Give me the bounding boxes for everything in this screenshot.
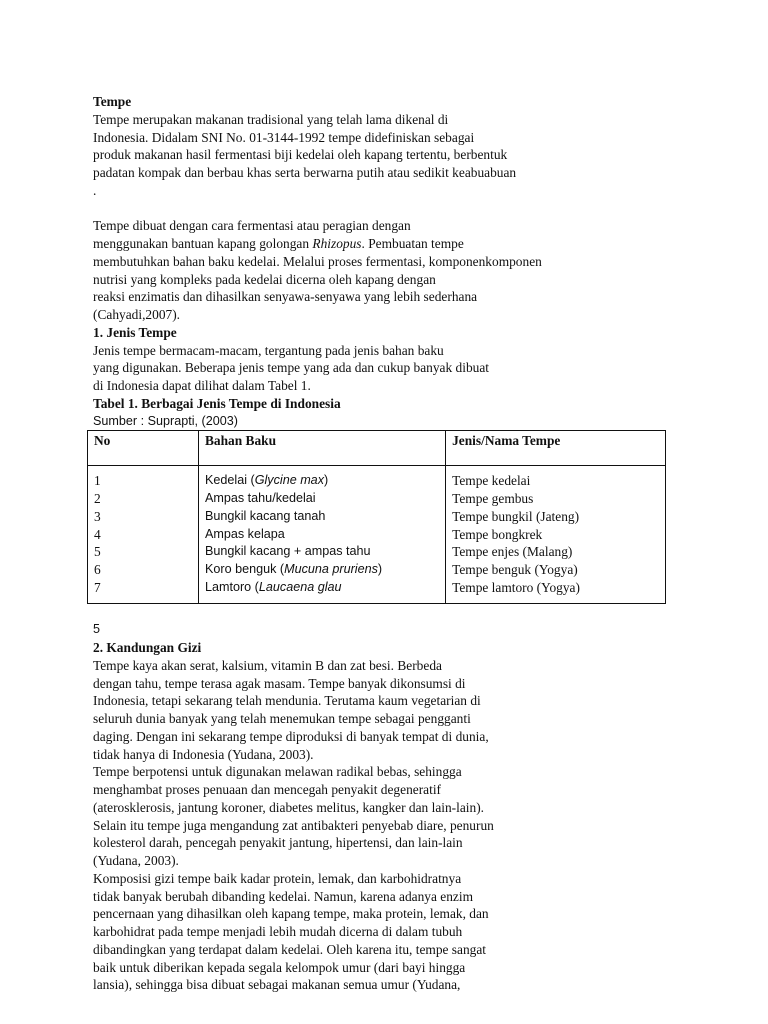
cell-bahan-baku [205, 579, 439, 597]
text-line: Indonesia, tetapi sekarang telah mendunia. Terutama kaum vegetarian di [93, 693, 481, 709]
section-title-tempe: Tempe [93, 94, 132, 109]
text-line: Komposisi gizi tempe baik kadar protein, lemak, dan karbohidratnya [93, 870, 462, 886]
text-line: kolesterol darah, pencegah penyakit jantung, hipertensi, dan lain-lain [93, 835, 463, 851]
text-line: Selain itu tempe juga mengandung zat antibakteri penyebab diare, penurun [93, 817, 494, 833]
section-title-kandungan-gizi: 2. Kandungan Gizi [93, 640, 202, 655]
table-header-row [88, 431, 666, 466]
text-span: . Pembuatan tempe [361, 236, 464, 251]
text-line-rhizopus [93, 235, 683, 253]
text-line: seluruh dunia banyak yang telah menemukan tempe sebagai pengganti [93, 711, 471, 726]
text-span: Koro benguk ( [204, 562, 285, 576]
cell-jenis-tempe: Tempe benguk (Yogya) [452, 562, 578, 577]
table-body-row [88, 466, 666, 603]
text-line: lansia), sehingga bisa dibuat sebagai makanan semua umur (Yudana, [93, 977, 461, 993]
text-span: Lamtoro ( [204, 579, 259, 594]
paragraph-tempe-process [93, 217, 683, 324]
text-line: di Indonesia dapat dilihat dalam Tabel 1. [93, 378, 311, 393]
text-line: dibandingkan yang terdapat dalam kedelai. Oleh karena itu, tempe sangat [93, 941, 487, 957]
text-span: Kedelai ( [204, 473, 255, 488]
text-line: Indonesia. Didalam SNI No. 01-3144-1992 tempe didefiniskan sebagai [93, 129, 475, 145]
cell-bahan-baku [205, 508, 439, 526]
text-line: Tempe merupakan makanan tradisional yang telah lama dikenal di [93, 111, 449, 127]
species-name: Laucaena glau [258, 579, 342, 594]
text-span: Ampas kelapa [204, 526, 285, 541]
text-span: Bungkil kacang tanah [204, 508, 326, 523]
header-jenis-nama-tempe: Jenis/Nama Tempe [446, 431, 666, 466]
table-source: Sumber : Suprapti, (2003) [93, 413, 238, 428]
text-line: (Cahyadi,2007). [93, 307, 181, 322]
paragraph-gizi-3 [93, 870, 683, 994]
text-line: baik untuk diberikan kepada segala kelompok umur (dari bayi hingga [93, 959, 466, 975]
paragraph-tempe-definition [93, 111, 683, 200]
column-jenis-tempe [446, 466, 666, 603]
cell-jenis-tempe: Tempe lamtoro (Yogya) [452, 579, 580, 595]
text-line: Tempe berpotensi untuk digunakan melawan radikal bebas, sehingga [93, 764, 462, 780]
text-line: nutrisi yang kompleks pada kedelai dicerna oleh kapang dengan [93, 271, 436, 287]
table-title: Tabel 1. Berbagai Jenis Tempe di Indonesia [93, 395, 341, 411]
text-line: Jenis tempe bermacam-macam, tergantung pada jenis bahan baku [93, 342, 444, 358]
text-line: tidak hanya di Indonesia (Yudana, 2003). [93, 746, 314, 762]
cell-bahan-baku [205, 472, 439, 490]
species-name: Glycine max [254, 473, 324, 488]
paragraph-gizi-1 [93, 657, 683, 764]
cell-no: 4 [94, 526, 101, 542]
cell-no: 2 [94, 491, 101, 506]
cell-jenis-tempe: Tempe enjes (Malang) [452, 544, 573, 560]
cell-no: 5 [94, 544, 101, 560]
blank-line [93, 604, 683, 622]
page-number: 5 [93, 622, 101, 637]
text-line: membutuhkan bahan baku kedelai. Melalui proses fermentasi, komponenkomponen [93, 253, 542, 269]
header-no: No [88, 431, 199, 466]
text-line: dengan tahu, tempe terasa agak masam. Tempe banyak dikonsumsi di [93, 675, 466, 691]
text-line: (Yudana, 2003). [93, 853, 179, 868]
tempe-types-table [87, 430, 666, 603]
text-span: ) [377, 562, 383, 576]
text-span: ) [324, 473, 329, 488]
text-line: karbohidrat pada tempe menjadi lebih mudah dicerna di dalam tubuh [93, 924, 463, 939]
text-line: reaksi enzimatis dan dihasilkan senyawa-senyawa yang lebih sederhana [93, 289, 478, 305]
header-bahan-baku: Bahan Baku [198, 431, 445, 466]
species-name: Rhizopus [312, 236, 362, 251]
text-line: tidak banyak berubah dibanding kedelai. Namun, karena adanya enzim [93, 888, 473, 904]
cell-jenis-tempe: Tempe kedelai [452, 473, 531, 489]
cell-jenis-tempe: Tempe gembus [452, 491, 534, 506]
cell-jenis-tempe: Tempe bongkrek [452, 526, 543, 542]
paragraph-gizi-2 [93, 763, 683, 870]
document-page [93, 93, 683, 994]
text-span: menggunakan bantuan kapang golongan [93, 236, 313, 251]
cell-no: 1 [94, 473, 101, 489]
text-line: Tempe dibuat dengan cara fermentasi atau peragian dengan [93, 218, 411, 234]
text-line: pencernaan yang dihasilkan oleh kapang tempe, maka protein, lemak, dan [93, 906, 489, 922]
text-span: Bungkil kacang + ampas tahu [204, 544, 371, 559]
text-line: yang digunakan. Beberapa jenis tempe yang ada dan cukup banyak dibuat [93, 360, 490, 376]
cell-bahan-baku [205, 561, 439, 579]
paragraph-jenis-tempe [93, 342, 683, 395]
column-bahan-baku [198, 466, 445, 603]
cell-bahan-baku [205, 490, 439, 508]
text-line: daging. Dengan ini sekarang tempe diproduksi di banyak tempat di dunia, [93, 728, 489, 744]
species-name: Mucuna pruriens [284, 562, 378, 576]
text-line: padatan kompak dan berbau khas serta berwarna putih atau sedikit keabuabuan [93, 165, 517, 180]
text-line: produk makanan hasil fermentasi biji kedelai oleh kapang tertentu, berbentuk [93, 147, 508, 163]
cell-jenis-tempe: Tempe bungkil (Jateng) [452, 508, 580, 524]
cell-no: 6 [94, 562, 101, 577]
column-no [88, 466, 199, 603]
cell-no: 7 [94, 579, 101, 595]
text-line: (aterosklerosis, jantung koroner, diabetes melitus, kangker dan lain-lain). [93, 799, 485, 815]
text-line: . [93, 182, 97, 198]
text-line: menghambat proses penuaan dan mencegah penyakit degeneratif [93, 782, 442, 797]
cell-bahan-baku [205, 543, 439, 561]
text-span: Ampas tahu/kedelai [204, 491, 316, 505]
text-line: Tempe kaya akan serat, kalsium, vitamin B dan zat besi. Berbeda [93, 657, 442, 673]
cell-bahan-baku [205, 526, 439, 544]
cell-no: 3 [94, 508, 101, 524]
section-title-jenis-tempe: 1. Jenis Tempe [93, 324, 177, 340]
blank-line [93, 200, 683, 218]
